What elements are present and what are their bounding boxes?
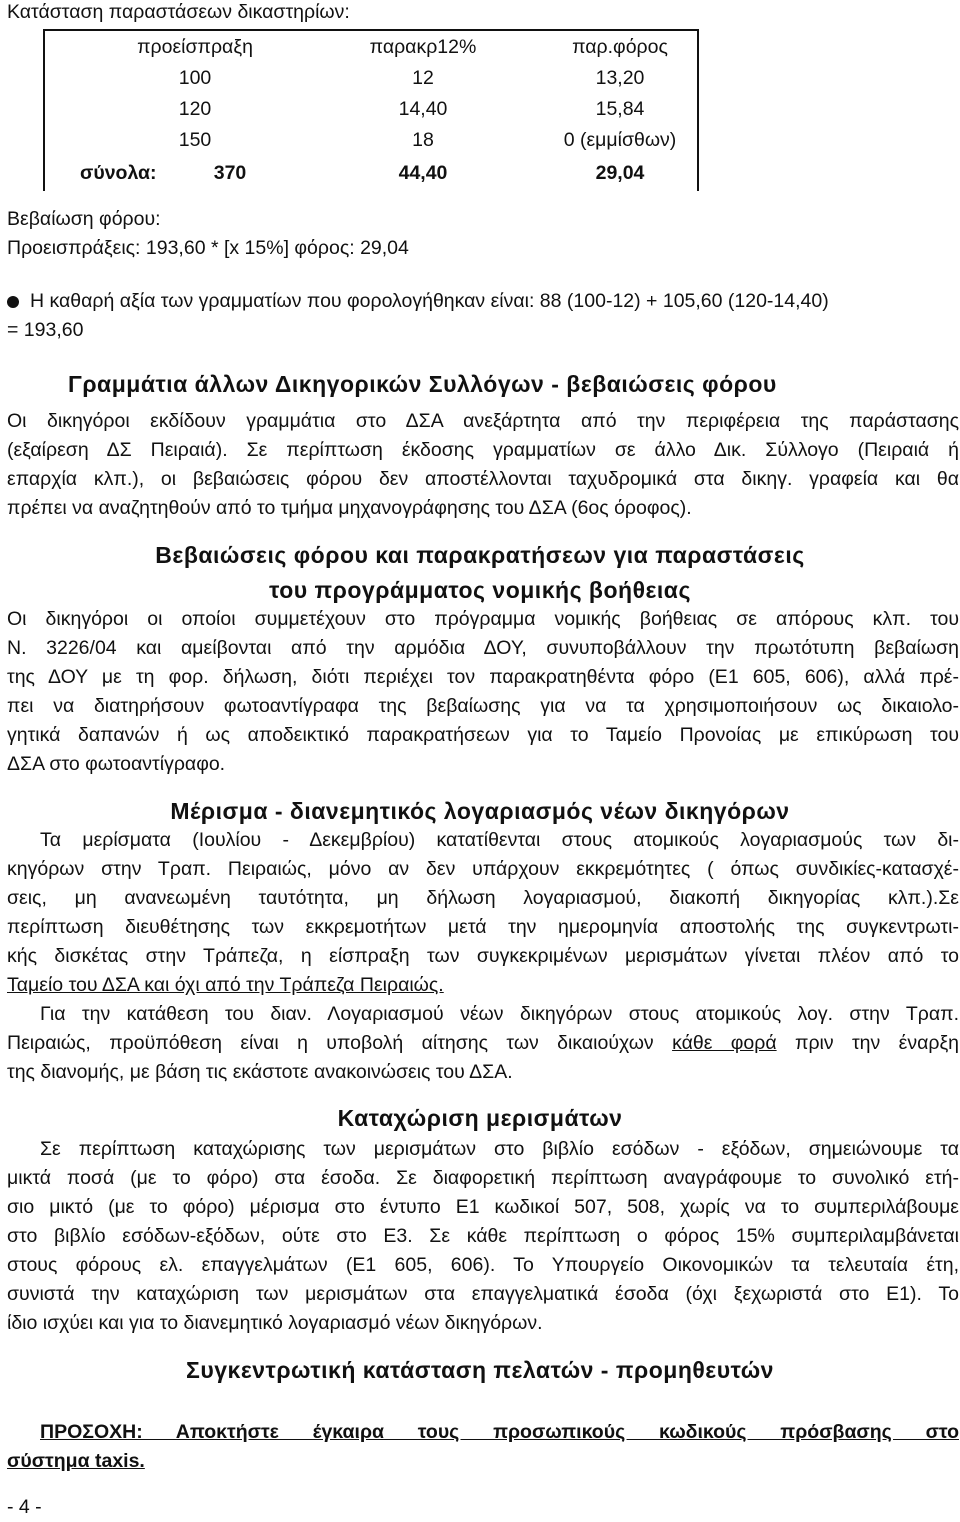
text-line: κηγόρων στην Τραπ. Πειραιώς, μόνο αν δεν υπάρχουν εκκρεμότητες ( όπως συνδικίες-κατασχέ- [7, 858, 959, 880]
table-row [45, 62, 697, 95]
header-withholding: παρακρ12% [369, 36, 477, 58]
section1-paragraph [7, 407, 959, 523]
table-header-row [45, 31, 697, 64]
total-tax: 29,04 [595, 162, 645, 184]
text-segment: Πειραιώς, προϋπόθεση είναι η υποβολή αίτησης των δικαιούχων [7, 1032, 654, 1054]
section5-heading: Συγκεντρωτική κατάσταση πελατών - προμηθευτών [186, 1357, 774, 1383]
net-value-total: = 193,60 [7, 319, 84, 341]
section1-heading: Γραμμάτια άλλων Δικηγορικών Συλλόγων - βεβαιώσεις φόρου [68, 371, 777, 397]
total-withholding: 44,40 [398, 162, 448, 184]
section2-heading-1: Βεβαιώσεις φόρου και παρακρατήσεων για παραστάσεις [155, 542, 805, 568]
text-segment: πριν την έναρξη [794, 1032, 960, 1054]
text-line: περίπτωση διευθέτησης των εκκρεμοτήτων μετά την ημερομηνία αποστολής της συγκεντρωτι- [7, 916, 959, 938]
table-cell: 18 [412, 129, 434, 151]
text-line: επαρχία κλπ.), οι βεβαιώσεις φόρου δεν αποστέλλονται ταχυδρομικά στα δικηγ. γραφεία και θα [7, 468, 959, 490]
text-line: πρέπει να αναζητηθούν από το τμήμα μηχανογράφησης του ΔΣΑ (6ος όροφος). [7, 497, 692, 519]
court-appearances-table [43, 29, 699, 191]
table-cell: 100 [178, 67, 212, 89]
table-cell: 120 [178, 98, 212, 120]
table-totals-row [45, 157, 697, 190]
text-line: Σε περίπτωση καταχώρισης των μερισμάτων στο βιβλίο εσόδων - εξόδων, σημειώνουμε τα [40, 1138, 959, 1160]
tax-cert-title: Βεβαίωση φόρου: [7, 208, 161, 230]
total-prepayment: 370 [213, 162, 247, 184]
header-prepayment: προείσπραξη [137, 36, 253, 58]
header-tax: παρ.φόρος [572, 36, 668, 58]
net-value-line: Η καθαρή αξία των γραμματίων που φορολογήθηκαν είναι: 88 (100-12) + 105,60 (120-14,40) [30, 290, 829, 312]
underlined-text: κάθε φορά [672, 1032, 777, 1054]
table-row [45, 93, 697, 126]
text-line: Ν. 3226/04 και αμείβονται από την αρμόδια ΔΟΥ, συνυποβάλλουν την πρωτότυπη βεβαίωση [7, 637, 959, 659]
text-line: σιο μικτό (με το φόρο) μέρισμα στο έντυπο Ε1 κωδικοί 507, 508, χωρίς να το συμπεριλάβουμε [7, 1196, 959, 1218]
table-cell: 12 [412, 67, 434, 89]
text-line: στους φόρους ελ. επαγγελμάτων (Ε1 605, 606). Το Υπουργείο Οικονομικών τα τελευταία έτη, [7, 1254, 959, 1276]
underlined-line: Ταμείο του ΔΣΑ και όχι από την Τράπεζα Πειραιώς. [7, 974, 444, 996]
text-line: Οι δικηγόροι εκδίδουν γραμμάτια στο ΔΣΑ ανεξάρτητα από την περιφέρεια της παράστασης [7, 410, 959, 432]
page-number: - 4 - [7, 1496, 42, 1518]
section3-heading: Μέρισμα - διανεμητικός λογαριασμός νέων δικηγόρων [170, 798, 790, 824]
section2-heading-2: του προγράμματος νομικής βοήθειας [269, 577, 691, 603]
bullet-icon [7, 296, 19, 308]
table-cell: 15,84 [595, 98, 645, 120]
totals-label: σύνολα: [80, 162, 157, 184]
text-line: Οι δικηγόροι οι οποίοι συμμετέχουν στο πρόγραμμα νομικής βοήθειας σε απόρους κλπ. του [7, 608, 959, 630]
section4-paragraph [7, 1135, 959, 1338]
text-line: στο βιβλίο εσόδων-εξόδων, ούτε στο Ε3. Σε κάθε περίπτωση ο φόρος 15% συμπεριλαμβάνεται [7, 1225, 959, 1247]
table-cell: 150 [178, 129, 212, 151]
text-line: (εξαίρεση ΔΣ Πειραιά). Σε περίπτωση έκδοσης γραμματίων σε άλλο Δικ. Σύλλογο (Πειραιά ή [7, 439, 959, 461]
text-line: ίδιο ισχύει και για το διανεμητικό λογαριασμό νέων δικηγόρων. [7, 1312, 543, 1334]
text-line: ΔΣΑ στο φωτοαντίγραφο. [7, 753, 226, 775]
text-line: μικτά ποσά (με το φόρο) στα έσοδα. Σε διαφορετική περίπτωση αναγράφουμε το συνολικό ετή- [7, 1167, 959, 1189]
warning-line-end [7, 1447, 959, 1476]
section4-heading: Καταχώριση μερισμάτων [337, 1105, 623, 1131]
warning-line: ΠΡΟΣΟΧΗ: Αποκτήστε έγκαιρα τους προσωπικούς κωδικούς πρόσβασης στο [40, 1421, 959, 1443]
text-line [7, 1029, 959, 1058]
warning-text: σύστημα taxis. [7, 1450, 145, 1472]
text-line: της διανομής, με βάση τις εκάστοτε ανακοινώσεις του ΔΣΑ. [7, 1061, 513, 1083]
text-line: σεις, μη ανανεωμένη ταυτότητα, μη δήλωση λογαριασμού, διακοπή δικηγορίας κλπ.).Σε [7, 887, 959, 909]
text-line: πει να διατηρήσουν φωτοαντίγραφα της βεβαίωσης για να τα χρησιμοποιήσουν ως δικαιολο- [7, 695, 959, 717]
status-title: Κατάσταση παραστάσεων δικαστηρίων: [7, 1, 350, 23]
text-line: Τα μερίσματα (Ιουλίου - Δεκεμβρίου) κατατίθενται στους ατομικούς λογαριασμούς των δι- [40, 829, 959, 851]
table-row [45, 124, 697, 157]
warning-paragraph [7, 1418, 959, 1476]
table-cell: 0 (εμμίσθων) [563, 129, 677, 151]
section2-paragraph [7, 605, 959, 779]
section3-paragraph [7, 826, 959, 1087]
text-line: της ΔΟΥ με τη φορ. δήλωση, διότι περιέχει τον παρακρατηθέντα φόρο (Ε1 605, 606), αλλά πρέ- [7, 666, 959, 688]
text-line: Για την κατάθεση του διαν. Λογαριασμού νέων δικηγόρων στους ατομικούς λογ. στην Τραπ. [40, 1003, 959, 1025]
tax-cert-line: Προεισπράξεις: 193,60 * [x 15%] φόρος: 29,04 [7, 237, 409, 259]
table-cell: 14,40 [398, 98, 448, 120]
text-line: κής δισκέτας στην Τράπεζα, η είσπραξη των συγκεκριμένων μερισμάτων γίνεται πλέον από το [7, 945, 959, 967]
text-line: συνιστά την καταχώριση των μερισμάτων στα επαγγελματικά έσοδα (όχι ξεχωριστά στο Ε1). Το [7, 1283, 959, 1305]
text-line: γητικά δαπανών ή ως αποδεικτικό παρακρατήσεων για το Ταμείο Προνοίας με επικύρωση του [7, 724, 959, 746]
table-cell: 13,20 [595, 67, 645, 89]
